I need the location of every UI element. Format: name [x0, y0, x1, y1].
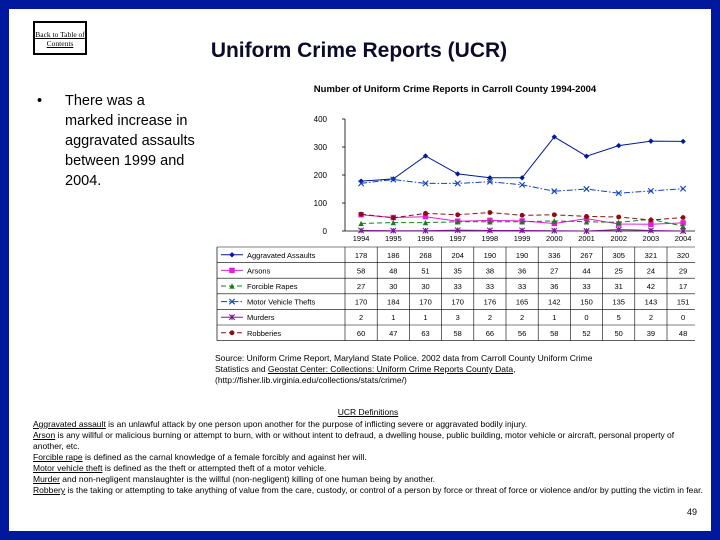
y-tick-label: 200: [313, 171, 327, 180]
legend-entry: Arsons: [247, 266, 271, 276]
table-cell-value: 47: [389, 328, 398, 338]
definition-term: Robbery: [33, 485, 66, 495]
legend-key: [221, 268, 243, 273]
x-tick-label: 1998: [481, 234, 499, 243]
definition-item: [33, 419, 705, 430]
table-cell-value: 320: [676, 250, 690, 260]
definition-text: is defined as the theft or attempted theft of a motor vehicle.: [102, 463, 327, 473]
x-tick-label: 2004: [674, 234, 692, 243]
definition-term: Murder: [33, 474, 60, 484]
table-cell-value: 2: [487, 313, 492, 323]
data-point: [391, 215, 396, 220]
source-url-link[interactable]: (http://fisher.lib.virginia.edu/collections/stats/crime/): [215, 375, 407, 385]
series-line: [361, 137, 683, 181]
legend-key: [221, 299, 243, 304]
back-to-toc-button[interactable]: Back to Table of Contents: [33, 21, 87, 55]
data-point: [552, 212, 557, 217]
table-cell-value: 58: [356, 266, 366, 276]
crime-line-chart: [205, 79, 695, 341]
definition-text: is an unlawful attack by one person upon another for the purpose of inflicting severe or aggravated bodily injury.: [105, 419, 528, 429]
legend-entry: Aggravated Assaults: [247, 250, 316, 260]
page-number: 49: [686, 507, 697, 517]
data-point: [584, 154, 589, 159]
y-tick-label: 300: [313, 143, 327, 152]
table-cell-value: 176: [483, 297, 497, 307]
table-cell-value: 38: [485, 266, 495, 276]
data-point: [616, 143, 621, 148]
table-cell-value: 204: [451, 250, 464, 260]
definition-item: [33, 452, 705, 463]
table-cell-value: 48: [389, 266, 398, 276]
data-point: [455, 212, 460, 217]
table-cell-value: 5: [616, 313, 621, 323]
definition-item: [33, 485, 705, 496]
table-cell-value: 268: [419, 250, 432, 260]
definition-term: Motor vehicle theft: [33, 463, 103, 473]
source-line-2: [215, 364, 685, 375]
x-tick-label: 1995: [384, 234, 402, 243]
source-line-2-suffix: ,: [513, 364, 516, 374]
table-cell-value: 63: [421, 328, 430, 338]
bullet-dot-icon: •: [37, 93, 43, 109]
table-cell-value: 66: [485, 328, 495, 338]
x-tick-label: 1997: [449, 234, 467, 243]
chart-plot-area: [358, 134, 685, 233]
x-tick-label: 2000: [545, 234, 563, 243]
x-tick-label: 1994: [352, 234, 370, 243]
table-cell-value: 27: [356, 282, 366, 291]
y-tick-label: 100: [313, 199, 327, 208]
data-point: [359, 212, 364, 217]
table-cell-value: 36: [517, 266, 527, 276]
table-cell-value: 1: [552, 313, 557, 323]
definition-term: Arson: [33, 430, 56, 440]
definition-item: [33, 463, 705, 474]
legend-key: [221, 283, 243, 288]
data-point: [616, 215, 621, 220]
data-point: [423, 211, 428, 216]
table-cell-value: 33: [485, 282, 495, 291]
table-cell-value: 0: [681, 313, 686, 323]
table-cell-value: 184: [387, 297, 400, 307]
table-cell-value: 142: [548, 297, 561, 307]
definition-text: is the taking or attempting to take anything of value from the care, custody, or control of a person by force or threat of force or violence and/or by putting the victim in fear.: [65, 485, 703, 495]
table-cell-value: 170: [354, 297, 368, 307]
table-cell-value: 190: [515, 250, 529, 260]
table-cell-value: 336: [548, 250, 561, 260]
table-cell-value: 27: [550, 266, 559, 276]
table-cell-value: 0: [584, 313, 589, 323]
table-cell-value: 50: [614, 328, 623, 338]
definition-item: [33, 474, 705, 485]
table-cell-value: 36: [550, 282, 559, 291]
slide-title: Uniform Crime Reports (UCR): [210, 39, 508, 62]
x-tick-label: 2002: [610, 234, 628, 243]
source-line-1: Source: Uniform Crime Report, Maryland State Police. 2002 data from Carroll County Uniform Crime: [215, 353, 593, 363]
table-cell-value: 52: [582, 328, 591, 338]
data-point: [680, 139, 685, 144]
definitions-list: [33, 419, 705, 496]
legend-marker: [229, 268, 234, 273]
legend-entry: Motor Vehicle Thefts: [247, 297, 316, 307]
table-cell-value: 2: [359, 313, 364, 323]
x-tick-label: 2003: [642, 234, 660, 243]
x-tick-label: 2001: [578, 234, 595, 243]
table-cell-value: 33: [582, 282, 591, 291]
x-tick-label: 1996: [417, 234, 434, 243]
definitions-title: UCR Definitions: [337, 407, 399, 417]
table-cell-value: 170: [451, 297, 464, 307]
table-cell-value: 186: [387, 250, 400, 260]
legend-key: [221, 252, 243, 257]
table-cell-value: 33: [453, 282, 462, 291]
source-line-2-prefix: Statistics and: [215, 364, 268, 374]
series-aggravated-assaults: [358, 134, 685, 184]
definition-text: and non-negligent manslaughter is the willful (non-negligent) killing of one human being by another.: [59, 474, 436, 484]
legend-key: [221, 330, 243, 335]
table-cell-value: 33: [517, 282, 527, 291]
data-point: [487, 210, 492, 215]
table-cell-value: 165: [515, 297, 529, 307]
table-cell-value: 1: [391, 313, 396, 323]
data-point: [648, 218, 653, 223]
table-cell-value: 305: [612, 250, 625, 260]
table-cell-value: 31: [614, 282, 623, 291]
y-tick-label: 0: [322, 227, 327, 236]
legend-entry: Murders: [247, 313, 275, 323]
table-cell-value: 170: [419, 297, 432, 307]
table-cell-value: 178: [354, 250, 368, 260]
table-cell-value: 30: [389, 282, 398, 291]
definition-item: [33, 430, 705, 452]
table-cell-value: 151: [676, 297, 690, 307]
table-cell-value: 60: [356, 328, 366, 338]
legend-marker: [229, 252, 234, 257]
table-cell-value: 44: [582, 266, 591, 276]
data-table: [217, 247, 695, 341]
data-point: [680, 186, 685, 191]
table-cell-value: 24: [646, 266, 656, 276]
data-point: [584, 214, 589, 219]
table-cell-value: 56: [517, 328, 527, 338]
series-line: [361, 179, 683, 193]
legend-marker: [230, 330, 235, 335]
table-cell-value: 2: [648, 313, 653, 323]
table-cell-value: 190: [483, 250, 497, 260]
series-murders: [358, 227, 685, 234]
table-cell-value: 48: [678, 328, 688, 338]
chart-title: Number of Uniform Crime Reports in Carroll County 1994-2004: [313, 84, 597, 95]
table-cell-value: 17: [678, 282, 688, 291]
legend-entry: Robberies: [247, 328, 282, 338]
data-point: [455, 171, 460, 176]
table-cell-value: 58: [550, 328, 559, 338]
geostat-link[interactable]: Geostat Center: Collections: Uniform Crime Reports County Data: [267, 364, 514, 374]
table-cell-value: 35: [453, 266, 462, 276]
table-cell-value: 39: [646, 328, 656, 338]
y-tick-label: 400: [313, 115, 327, 124]
table-cell-value: 267: [580, 250, 593, 260]
table-cell-value: 42: [646, 282, 656, 291]
definition-term: Forcible rape: [33, 452, 83, 462]
data-point: [584, 186, 589, 191]
table-cell-value: 321: [644, 250, 658, 260]
table-cell-value: 1: [423, 313, 428, 323]
legend-entry: Forcible Rapes: [247, 282, 298, 291]
table-cell-value: 143: [644, 297, 658, 307]
data-point: [648, 138, 653, 143]
table-cell-value: 25: [614, 266, 623, 276]
table-cell-value: 3: [455, 313, 460, 323]
bullet-point: [37, 91, 197, 191]
table-cell-value: 30: [421, 282, 430, 291]
bullet-text: There was a marked increase in aggravated assaults between 1999 and 2004.: [65, 93, 195, 189]
table-cell-value: 2: [520, 313, 525, 323]
source-citation: [215, 353, 685, 386]
definition-term: Aggravated assault: [33, 419, 106, 429]
legend-key: [221, 315, 243, 320]
data-point: [520, 213, 525, 218]
table-cell-value: 135: [612, 297, 625, 307]
table-cell-value: 58: [453, 328, 462, 338]
definition-text: is any willful or malicious burning or attempt to burn, with or without intent to defraud, a dwelling house, public building, motor vehicle or aircraft, personal property of another, etc.: [33, 430, 675, 451]
data-point: [681, 215, 686, 220]
table-cell-value: 150: [580, 297, 593, 307]
definition-text: is defined as the carnal knowledge of a female forcibly and against her will.: [82, 452, 367, 462]
table-cell-value: 51: [421, 266, 430, 276]
x-tick-label: 1999: [513, 234, 531, 243]
table-cell-value: 29: [678, 266, 688, 276]
